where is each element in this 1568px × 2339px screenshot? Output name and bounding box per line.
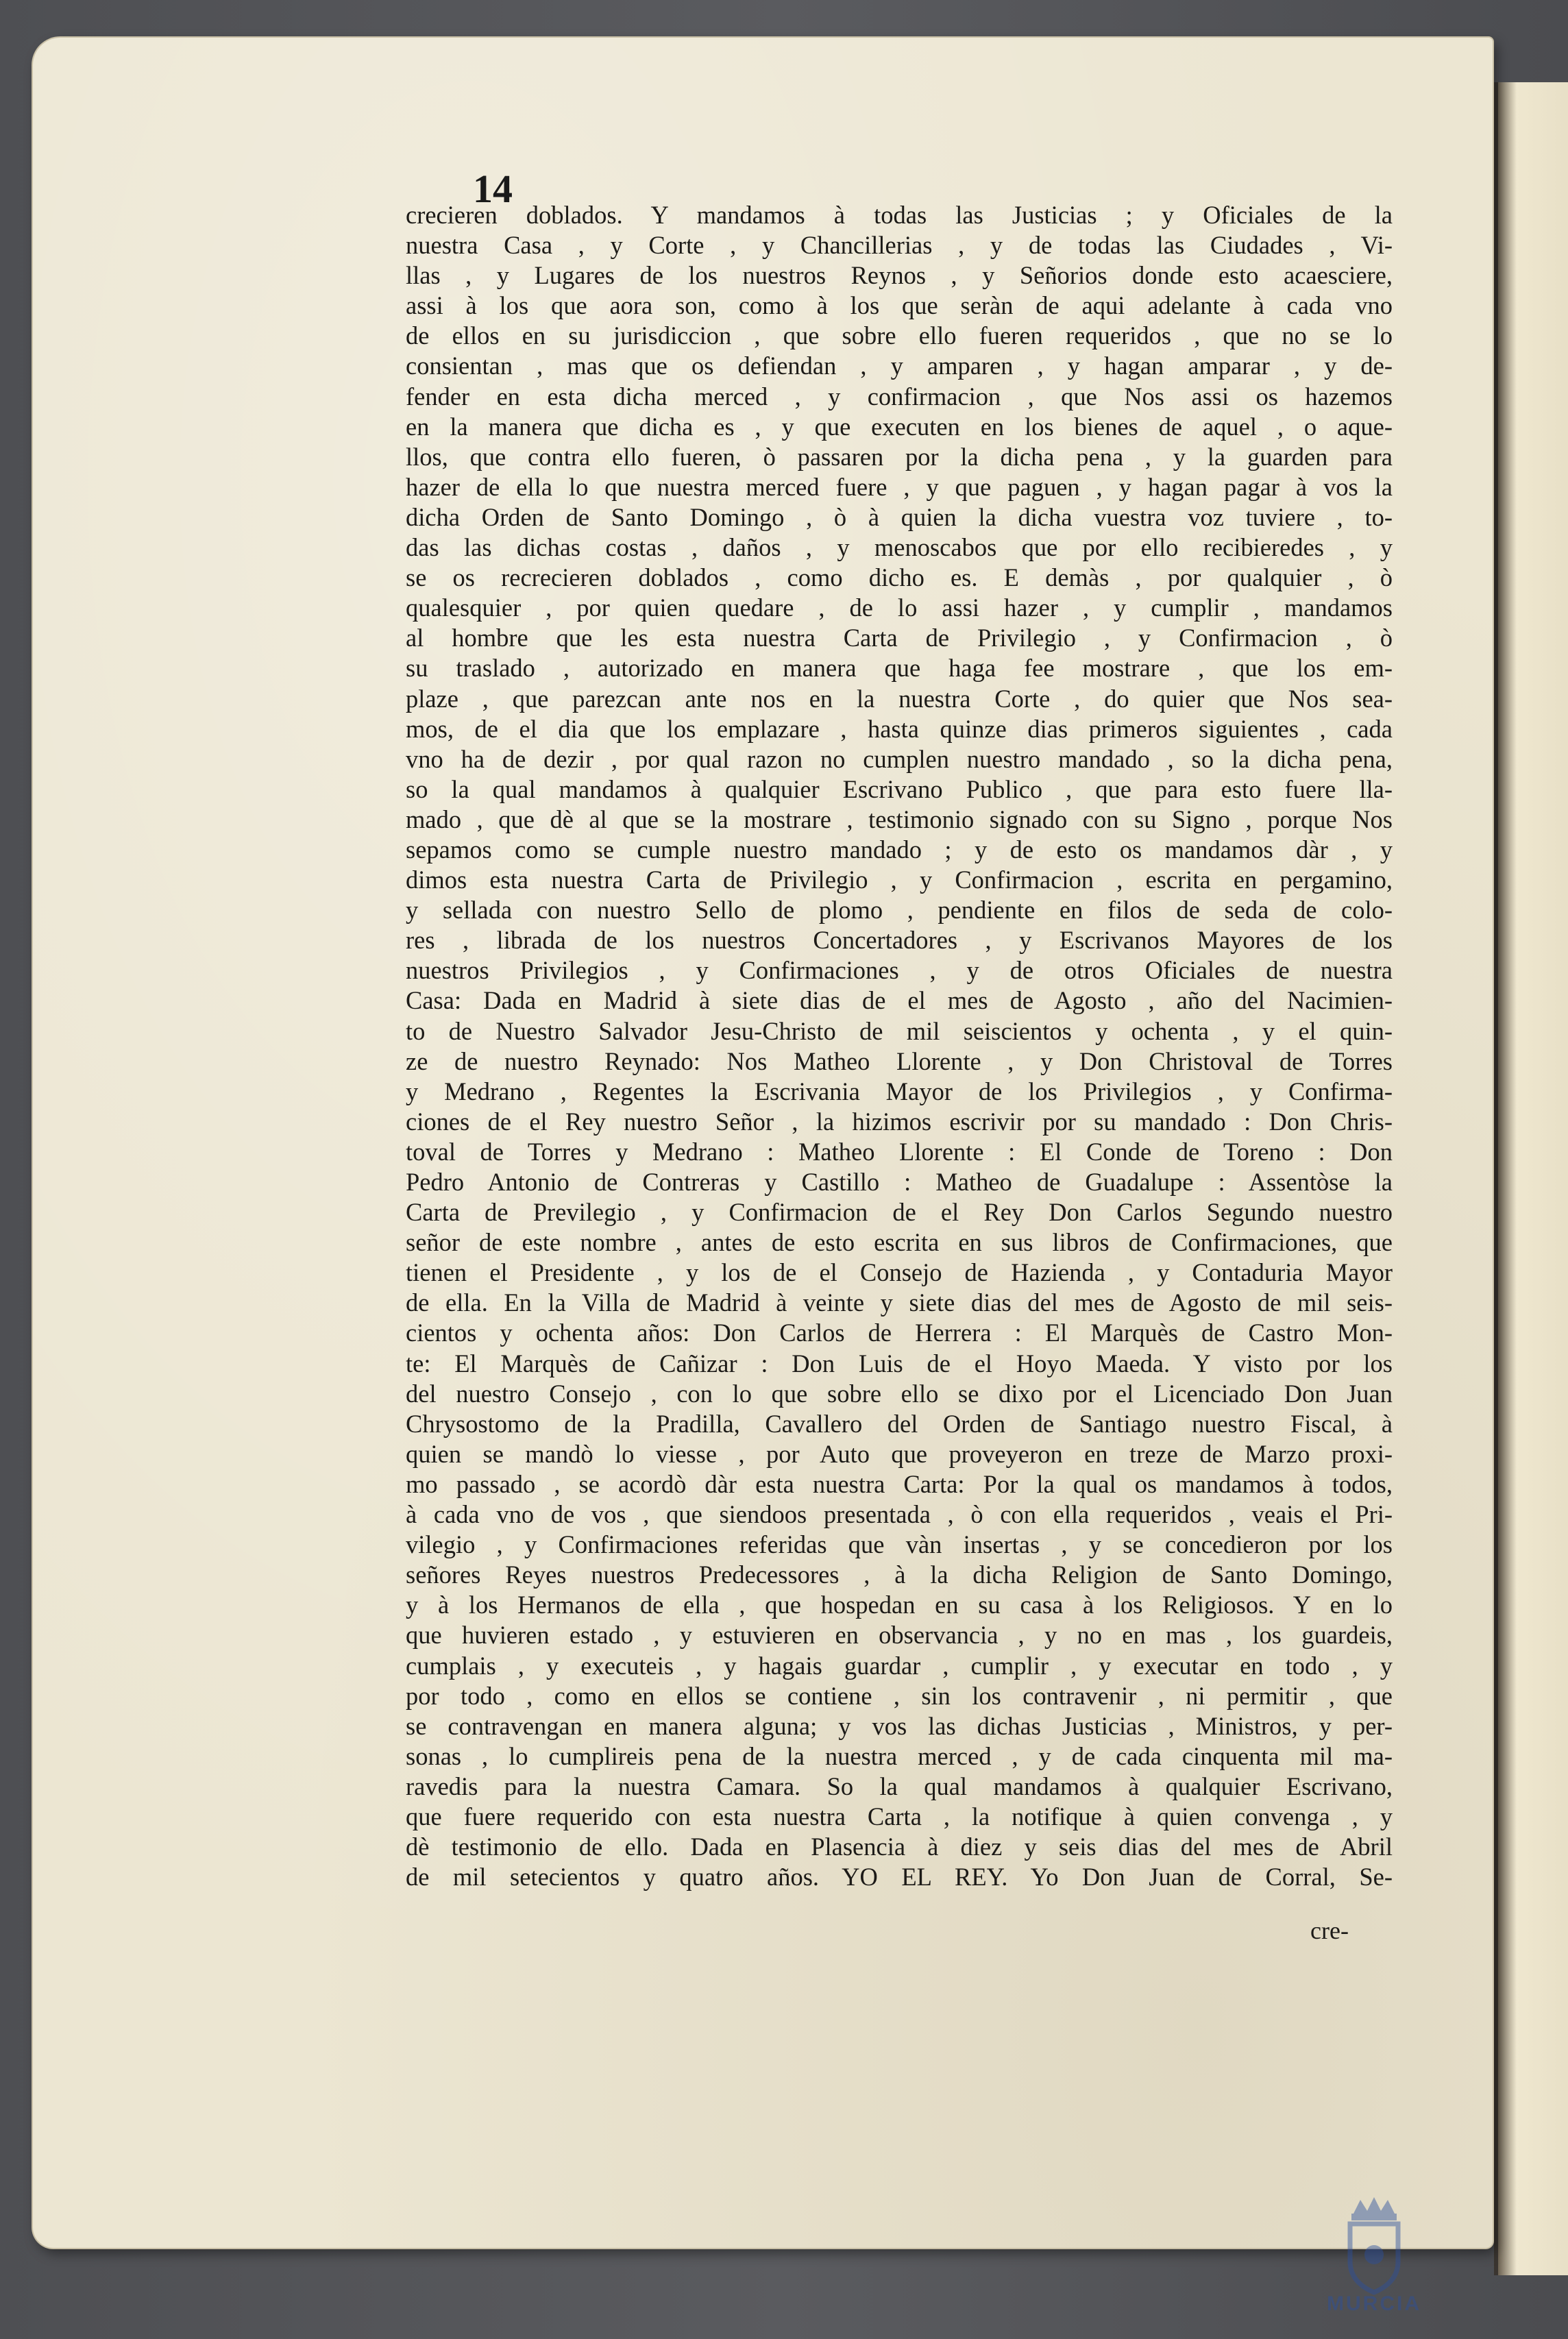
text-line: nuestros Privilegios , y Confirmaciones , y de otros Oficiales de nuestra	[406, 956, 1393, 985]
text-line: vno ha de dezir , por qual razon no cumplen nuestro mandado , so la dicha pena,	[406, 744, 1393, 773]
text-line: tienen el Presidente , y los de el Consejo de Hazienda , y Contaduria Mayor	[406, 1258, 1393, 1287]
crown-shield-icon	[1288, 2193, 1460, 2296]
text-line: sepamos como se cumple nuestro mandado ; y de esto os mandamos dàr , y	[406, 835, 1393, 864]
text-line: Casa: Dada en Madrid à siete dias de el mes de Agosto , año del Nacimien-	[406, 986, 1393, 1015]
text-line: se contravengan en manera alguna; y vos las dichas Justicias , Ministros, y per-	[406, 1711, 1393, 1740]
text-line: y à los Hermanos de ella , que hospedan en su casa à los Religiosos. Y en lo	[406, 1591, 1393, 1619]
text-line: to de Nuestro Salvador Jesu-Christo de mil seiscientos y ochenta , y el quin-	[406, 1016, 1393, 1045]
text-line: de ellos en su jurisdiccion , que sobre ello fueren requeridos , que no se lo	[406, 321, 1393, 350]
text-line: llos, que contra ello fueren, ò passaren por la dicha pena , y la guarden para	[406, 442, 1393, 471]
text-line: dimos esta nuestra Carta de Privilegio , y Confirmacion , escrita en pergamino,	[406, 866, 1393, 894]
text-line: cientos y ochenta años: Don Carlos de Herrera : El Marquès de Castro Mon-	[406, 1319, 1393, 1347]
text-line: mos, de el dia que los emplazare , hasta quinze dias primeros siguientes , cada	[406, 714, 1393, 743]
text-line: so la qual mandamos à qualquier Escrivano Publico , que para esto fuere lla-	[406, 774, 1393, 803]
text-line: nuestra Casa , y Corte , y Chancillerias , y de todas las Ciudades , Vi-	[406, 231, 1393, 260]
text-line: Pedro Antonio de Contreras y Castillo : Matheo de Guadalupe : Assentòse la	[406, 1168, 1393, 1196]
text-line: por todo , como en ellos se contiene , sin los contravenir , ni permitir , que	[406, 1681, 1393, 1710]
text-line: te: El Marquès de Cañizar : Don Luis de el Hoyo Maeda. Y visto por los	[406, 1349, 1393, 1377]
text-line: sonas , lo cumplireis pena de la nuestra merced , y de cada cinquenta mil ma-	[406, 1741, 1393, 1770]
text-line: al hombre que les esta nuestra Carta de Privilegio , y Confirmacion , ò	[406, 624, 1393, 652]
text-line: crecieren doblados. Y mandamos à todas las Justicias ; y Oficiales de la	[406, 201, 1393, 229]
text-line: en la manera que dicha es , y que executen en los bienes de aquel , o aque-	[406, 412, 1393, 441]
text-line: y sellada con nuestro Sello de plomo , pendiente en filos de seda de colo-	[406, 896, 1393, 924]
text-line: res , librada de los nuestros Concertadores , y Escrivanos Mayores de los	[406, 926, 1393, 955]
catchword: cre-	[1310, 1917, 1349, 1944]
text-line: que huvieren estado , y estuvieren en observancia , y no en mas , los guardeis,	[406, 1621, 1393, 1650]
text-line: plaze , que parezcan ante nos en la nuestra Corte , do quier que Nos sea-	[406, 684, 1393, 713]
text-line: mado , que dè al que se la mostrare , testimonio signado con su Signo , porque Nos	[406, 805, 1393, 833]
text-line: que fuere requerido con esta nuestra Carta , la notifique à quien convenga , y	[406, 1802, 1393, 1830]
text-line: cumplais , y executeis , y hagais guardar , cumplir , y executar en todo , y	[406, 1651, 1393, 1680]
text-line: ravedis para la nuestra Camara. So la qual mandamos à qualquier Escrivano,	[406, 1772, 1393, 1800]
text-line: consientan , mas que os defiendan , y amparen , y hagan amparar , y de-	[406, 352, 1393, 380]
text-line: fender en esta dicha merced , y confirmacion , que Nos assi os hazemos	[406, 382, 1393, 411]
text-line: de mil setecientos y quatro años. YO EL REY. Yo Don Juan de Corral, Se-	[406, 1863, 1393, 1891]
text-line: Carta de Previlegio , y Confirmacion de el Rey Don Carlos Segundo nuestro	[406, 1198, 1393, 1227]
body-text	[406, 200, 1393, 1892]
text-line: señor de este nombre , antes de esto escrita en sus libros de Confirmaciones, que	[406, 1228, 1393, 1257]
archive-seal-stamp	[1288, 2193, 1460, 2323]
text-line: das las dichas costas , daños , y menoscabos que por ello recibieredes , y	[406, 533, 1393, 562]
text-line: su traslado , autorizado en manera que haga fee mostrare , que los em-	[406, 654, 1393, 683]
text-line: quien se mandò lo viesse , por Auto que proveyeron en treze de Marzo proxi-	[406, 1439, 1393, 1468]
text-line: toval de Torres y Medrano : Matheo Llorente : El Conde de Toreno : Don	[406, 1137, 1393, 1166]
text-line: assi à los que aora son, como à los que seràn de aqui adelante à cada vno	[406, 291, 1393, 320]
text-line: ciones de el Rey nuestro Señor , la hizimos escrivir por su mandado : Don Chris-	[406, 1107, 1393, 1136]
text-line: ze de nuestro Reynado: Nos Matheo Llorente , y Don Christoval de Torres	[406, 1046, 1393, 1075]
text-line: à cada vno de vos , que siendoos presentada , ò con ella requeridos , veais el Pri-	[406, 1500, 1393, 1529]
text-line: y Medrano , Regentes la Escrivania Mayor de los Privilegios , y Confirma-	[406, 1077, 1393, 1105]
page-number: 14	[473, 167, 513, 211]
archive-seal-text: MURCIA	[1327, 2292, 1421, 2315]
text-line: dicha Orden de Santo Domingo , ò à quien la dicha vuestra voz tuviere , to-	[406, 502, 1393, 531]
text-line: de ella. En la Villa de Madrid à veinte y siete dias del mes de Agosto de mil seis-	[406, 1288, 1393, 1317]
text-line: mo passado , se acordò dàr esta nuestra Carta: Por la qual os mandamos à todos,	[406, 1469, 1393, 1498]
text-line: Chrysostomo de la Pradilla, Cavallero del Orden de Santiago nuestro Fiscal, à	[406, 1409, 1393, 1438]
text-line: qualesquier , por quien quedare , de lo assi hazer , y cumplir , mandamos	[406, 593, 1393, 622]
adjacent-page-edge	[1494, 82, 1568, 2275]
text-line: vilegio , y Confirmaciones referidas que vàn insertas , y se concedieron por los	[406, 1530, 1393, 1559]
text-line: llas , y Lugares de los nuestros Reynos , y Señorios donde esto acaesciere,	[406, 261, 1393, 290]
text-line: del nuestro Consejo , con lo que sobre ello se dixo por el Licenciado Don Juan	[406, 1379, 1393, 1408]
text-line: hazer de ella lo que nuestra merced fuere , y que paguen , y hagan pagar à vos la	[406, 472, 1393, 501]
text-line: se os recrecieren doblados , como dicho es. E demàs , por qualquier , ò	[406, 563, 1393, 592]
text-line: dè testimonio de ello. Dada en Plasencia à diez y seis dias del mes de Abril	[406, 1833, 1393, 1861]
text-line: señores Reyes nuestros Predecessores , à la dicha Religion de Santo Domingo,	[406, 1560, 1393, 1589]
